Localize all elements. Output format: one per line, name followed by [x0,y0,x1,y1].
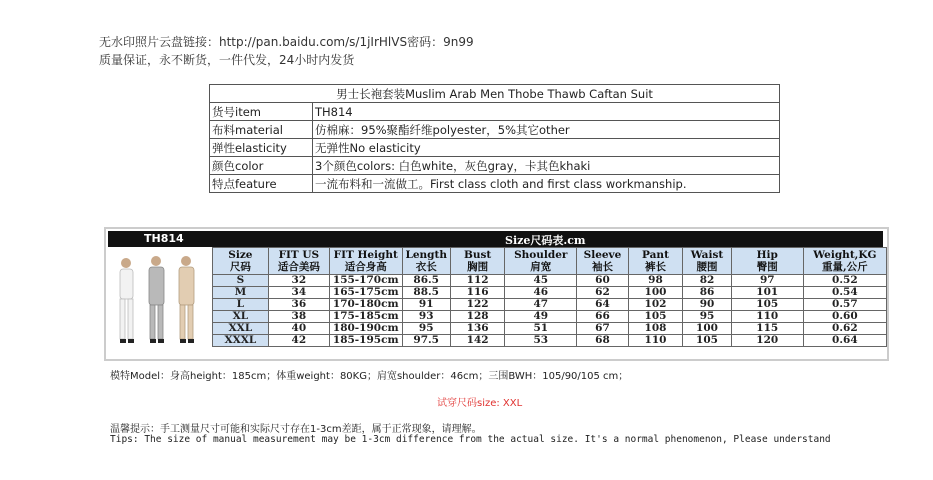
size-value: 165-175cm [329,287,402,299]
info-key: 颜色color [210,157,313,175]
size-value: 102 [628,299,682,311]
size-value: 185-195cm [329,335,402,347]
model-code: TH814 [144,232,184,245]
size-value: 67 [577,323,629,335]
info-key: 特点feature [210,175,313,193]
size-value: 120 [731,335,803,347]
size-value: 175-185cm [329,311,402,323]
col-weight: Weight,KG 重量,公斤 [803,248,886,275]
col-waist: Waist 腰围 [683,248,732,275]
size-header-row [213,248,887,275]
info-value: 无弹性No elasticity [313,139,780,157]
col-size: Size 尺码 [213,248,269,275]
size-value: 90 [683,299,732,311]
size-value: 47 [505,299,577,311]
size-value: 46 [505,287,577,299]
size-value: 100 [628,287,682,299]
size-value: 42 [268,335,329,347]
size-value: 115 [731,323,803,335]
size-value: 68 [577,335,629,347]
size-value: 155-170cm [329,275,402,287]
size-label: XXXL [213,335,269,347]
size-value: 112 [450,275,504,287]
col-fit-us: FIT US 适合美码 [268,248,329,275]
size-value: 170-180cm [329,299,402,311]
size-value: 51 [505,323,577,335]
size-value: 108 [628,323,682,335]
size-value: 98 [628,275,682,287]
col-length: Length 衣长 [402,248,450,275]
col-sleeve: Sleeve 袖长 [577,248,629,275]
size-value: 66 [577,311,629,323]
info-row [210,103,780,121]
size-value: 34 [268,287,329,299]
size-chart-image [104,227,889,361]
size-chart-title: Size尺码表.cm [505,234,586,247]
size-chart-header-bar [108,231,883,247]
size-row [213,323,887,335]
col-bust: Bust 胸围 [450,248,504,275]
size-value: 0.57 [803,299,886,311]
product-title: 男士长袍套装Muslim Arab Men Thobe Thawb Caftan Suit [210,85,780,103]
size-value: 91 [402,299,450,311]
try-on-size: 试穿尺码size: XXL [437,398,523,409]
size-value: 95 [402,323,450,335]
info-key: 布料material [210,121,313,139]
size-value: 105 [628,311,682,323]
size-value: 38 [268,311,329,323]
size-value: 88.5 [402,287,450,299]
size-value: 105 [731,299,803,311]
size-value: 0.60 [803,311,886,323]
size-row [213,299,887,311]
info-row [210,139,780,157]
size-value: 122 [450,299,504,311]
size-label: S [213,275,269,287]
info-value: 3个颜色colors: 白色white，灰色gray，卡其色khaki [313,157,780,175]
size-value: 101 [731,287,803,299]
size-value: 86.5 [402,275,450,287]
model-measurements: 模特Model：身高height：185cm；体重weight：80KG；肩宽shoulder：46cm；三围BWH：105/90/105 cm； [110,371,629,382]
size-value: 45 [505,275,577,287]
size-value: 93 [402,311,450,323]
model-photo-illustration [110,249,202,353]
size-value: 180-190cm [329,323,402,335]
size-row [213,311,887,323]
size-value: 0.64 [803,335,886,347]
size-value: 95 [683,311,732,323]
info-row [210,175,780,193]
size-label: XXL [213,323,269,335]
size-row [213,275,887,287]
size-value: 86 [683,287,732,299]
col-fit-height: FIT Height 适合身高 [329,248,402,275]
size-value: 60 [577,275,629,287]
size-value: 40 [268,323,329,335]
info-row [210,157,780,175]
size-value: 128 [450,311,504,323]
info-key: 弹性elasticity [210,139,313,157]
model-gray [149,256,164,343]
size-value: 32 [268,275,329,287]
size-value: 53 [505,335,577,347]
info-row [210,121,780,139]
size-value: 105 [683,335,732,347]
size-label: XL [213,311,269,323]
size-value: 0.52 [803,275,886,287]
size-value: 0.62 [803,323,886,335]
size-value: 49 [505,311,577,323]
size-value: 82 [683,275,732,287]
size-value: 62 [577,287,629,299]
col-pant: Pant 裤长 [628,248,682,275]
product-info-table [209,84,780,193]
size-label: M [213,287,269,299]
size-value: 142 [450,335,504,347]
size-value: 0.54 [803,287,886,299]
col-shoulder: Shoulder 肩宽 [505,248,577,275]
size-value: 97 [731,275,803,287]
size-value: 136 [450,323,504,335]
model-khaki [179,256,194,343]
service-promise-text: 质量保证，永不断货，一件代发，24小时内发货 [99,53,355,67]
size-value: 110 [731,311,803,323]
info-value: TH814 [313,103,780,121]
size-value: 100 [683,323,732,335]
tip-english: Tips: The size of manual measurement may be 1-3cm difference from the actual size. It's a normal phenomenon, Please understand [110,434,831,445]
info-key: 货号item [210,103,313,121]
tip-chinese: 温馨提示：手工测量尺寸可能和实际尺寸存在1-3cm差距，属于正常现象，请理解。 [110,424,482,435]
size-value: 116 [450,287,504,299]
size-row [213,335,887,347]
size-value: 64 [577,299,629,311]
info-value: 仿棉麻：95%聚酯纤维polyester，5%其它other [313,121,780,139]
size-table-body [213,275,887,347]
size-value: 110 [628,335,682,347]
size-row [213,287,887,299]
size-label: L [213,299,269,311]
col-hip: Hip 臀围 [731,248,803,275]
model-white [120,258,134,343]
download-link-text: 无水印照片云盘链接：http://pan.baidu.com/s/1jIrHlVS密码：9n99 [99,35,474,49]
info-value: 一流布料和一流做工。First class cloth and first class workmanship. [313,175,780,193]
size-value: 97.5 [402,335,450,347]
size-table [212,247,887,347]
size-value: 36 [268,299,329,311]
